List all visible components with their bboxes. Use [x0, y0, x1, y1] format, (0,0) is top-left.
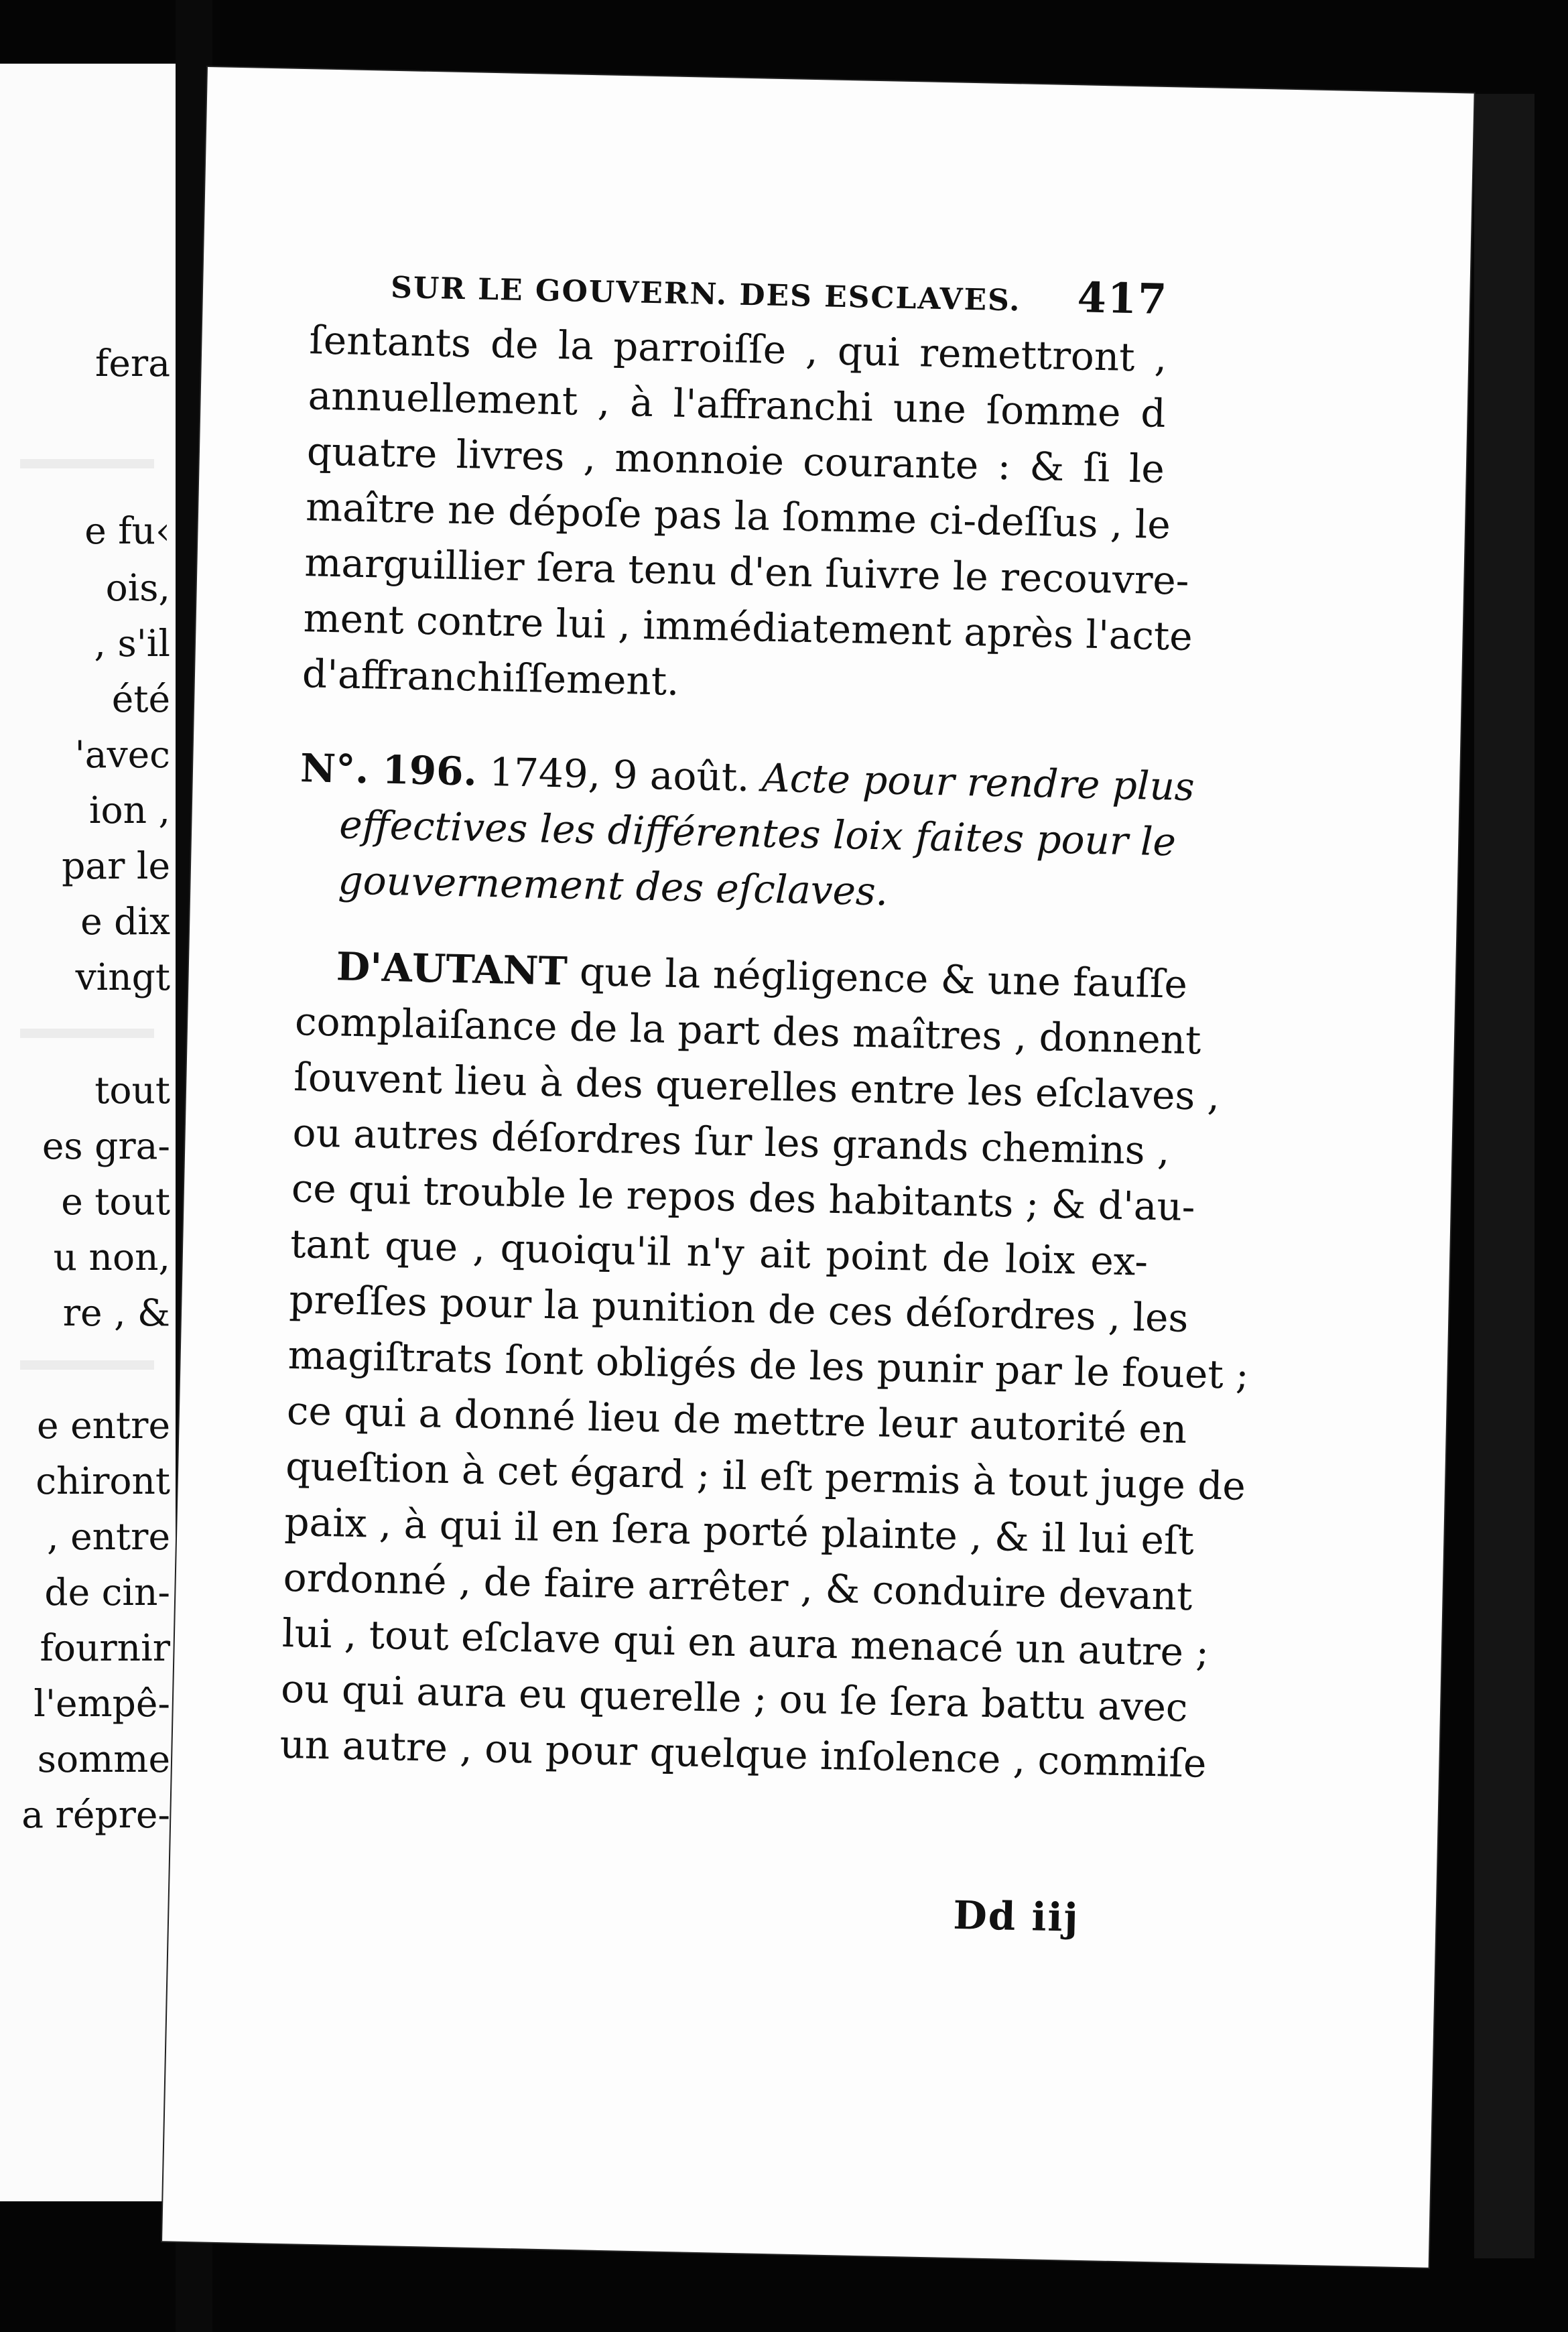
text-line: ce qui a donné lieu de mettre leur autorité en [286, 1387, 1187, 1453]
text-line: paix , à qui il en ſera porté plainte , & il lui eſt [283, 1498, 1195, 1564]
left-line: 'avec [74, 733, 170, 776]
text-line: ſouvent lieu à des querelles entre les eſclaves , [293, 1054, 1220, 1119]
running-head-title: SUR LE GOUVERN. DES ESCLAVES. [390, 270, 1022, 318]
left-line: re , & [62, 1291, 170, 1334]
bleed-through [20, 1029, 154, 1038]
opening-word: D'AUTANT [336, 944, 568, 994]
left-line: vingt [75, 956, 170, 998]
text-line: tant que , quoiqu'il n'y ait point de loix ex- [289, 1220, 1149, 1285]
left-line: es gra- [42, 1124, 170, 1167]
text-line: ce qui trouble le repos des habitants ; & d'au- [291, 1165, 1196, 1230]
text-line: complaiſance de la part des maîtres , donnent [294, 998, 1202, 1063]
entry-number: N°. 196. [300, 745, 478, 795]
book-page [162, 67, 1474, 2268]
text-line: marguillier ſera tenu d'en ſuivre le recouvre- [304, 539, 1190, 604]
paragraph-continuation [302, 312, 1193, 720]
left-line: chiront [36, 1460, 170, 1502]
law-entry-heading [298, 740, 1195, 925]
entry-title: Acte pour rendre plus [761, 755, 1195, 810]
bleed-through [20, 459, 154, 468]
text-line: lui , tout eſclave qui en aura menacé un autre ; [281, 1610, 1210, 1675]
left-line: u non, [53, 1236, 170, 1279]
left-line: somme [37, 1738, 170, 1780]
running-header [310, 257, 1169, 324]
left-line: , entre [47, 1515, 170, 1558]
paragraph-main [279, 938, 1250, 1791]
entry-title: effectives les différentes loix faites pour le [338, 801, 1177, 865]
entry-title: gouvernement des eſclaves. [337, 857, 889, 915]
left-page-fragment [0, 64, 176, 2201]
left-line: par le [62, 844, 170, 887]
text-line: ment contre lui , immédiatement après l'acte [303, 595, 1193, 659]
text-line: ou autres déſordres ſur les grands chemins , [292, 1110, 1171, 1174]
text-line: preſſes pour la punition de ces déſordres , les [288, 1276, 1189, 1342]
left-line: fournir [40, 1626, 170, 1669]
left-line: l'empê- [34, 1682, 170, 1725]
left-line: tout [94, 1069, 170, 1112]
left-line: e tout [61, 1180, 170, 1223]
text-line: ou qui aura eu querelle ; ou ſe ſera battu avec [280, 1665, 1189, 1731]
text-line: un autre , ou pour quelque inſolence , commiſe [279, 1721, 1207, 1787]
text-line: annuellement , à l'affranchi une ſomme d [308, 373, 1167, 437]
page-edge-shadow [1474, 94, 1534, 2258]
left-line: a répre- [21, 1793, 170, 1836]
signature-mark: Dd iij [952, 1892, 1080, 1941]
bleed-through [20, 1360, 154, 1370]
text-line: ordonné , de faire arrêter , & conduire devant [283, 1554, 1193, 1620]
left-line: e entre [37, 1404, 170, 1447]
left-line: e dix [80, 900, 170, 943]
text-line: quatre livres , monnoie courante : & ſi le [306, 428, 1165, 493]
text-line: magiſtrats ſont obligés de les punir par le fouet ; [287, 1332, 1250, 1398]
left-line: fera [95, 342, 170, 385]
left-line: été [111, 677, 170, 720]
entry-date: 1749, 9 août. [488, 749, 750, 801]
left-line: ois, [105, 566, 170, 609]
left-line: , s'il [94, 622, 170, 665]
text-line: maître ne dépoſe pas la ſomme ci-deſſus , le [305, 484, 1171, 548]
text-fragment: que la négligence & une fauſſe [579, 948, 1188, 1007]
page-number: 417 [1076, 273, 1169, 324]
page-content [279, 257, 1250, 1941]
text-line: d'affranchiſſement. [302, 651, 680, 704]
left-line: ion , [88, 789, 170, 832]
text-line: queſtion à cet égard ; il eſt permis à tout juge de [285, 1443, 1246, 1509]
text-line: ſentants de la parroiſſe , qui remettront , [308, 317, 1167, 381]
left-line: de cin- [44, 1571, 170, 1614]
left-line: e fu‹ [84, 509, 170, 552]
